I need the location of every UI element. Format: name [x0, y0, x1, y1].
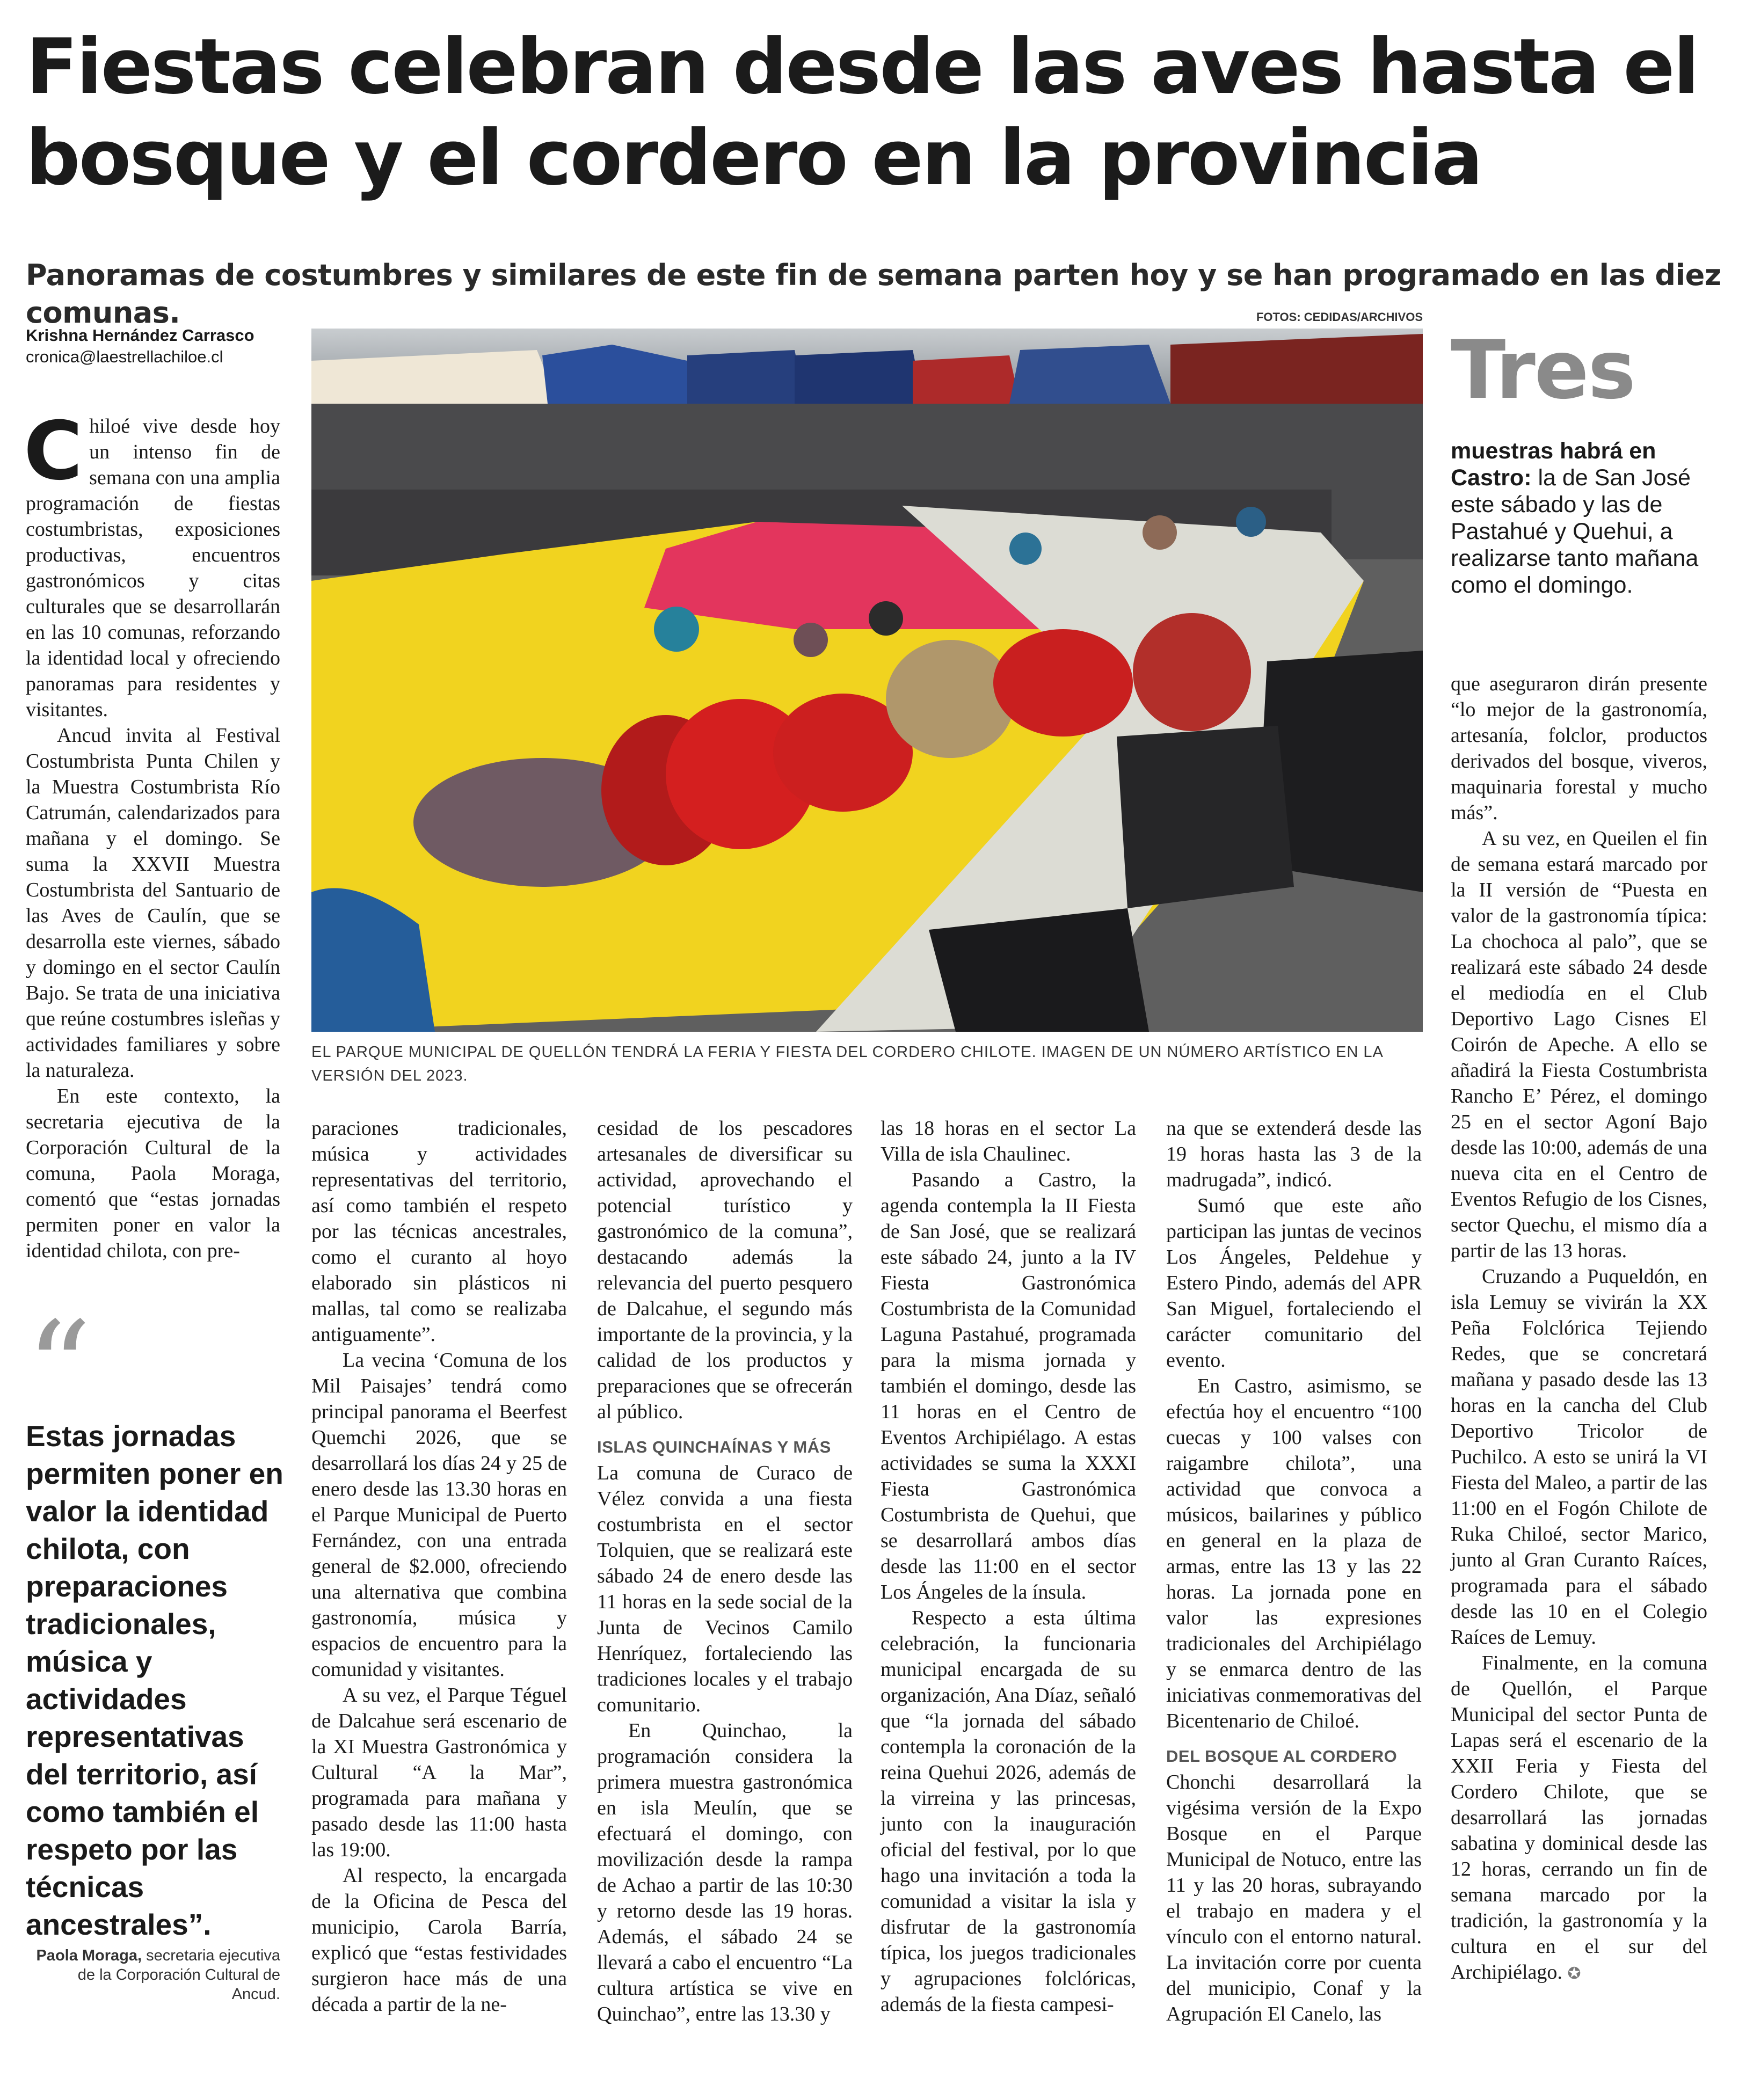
pull-quote: Estas jornadas permiten poner en valor la identidad chilota, con preparaciones tradicionales, música y actividades representativas del territorio, así como también el respeto por las técnicas ancestrales”.	[26, 1419, 283, 1941]
end-mark-icon: ✪	[1567, 1964, 1581, 1983]
paragraph: Sumó que este año participan las juntas de vecinos Los Ángeles, Peldehue y Estero Pindo, además del APR San Miguel, fortaleciendo el carácter comunitario del evento.	[1166, 1194, 1422, 1372]
sidebar-bold: muestras habrá en Castro:	[1451, 438, 1656, 491]
paragraph: paraciones tradicionales, música y actividades representativas del territorio, así como también el respeto por las técnicas ancestrales, como el curanto al hoyo elaborado sin plásticos ni mallas, tal como se realizaba antiguamente”.	[311, 1117, 567, 1346]
quote-mark-icon: “	[26, 1294, 92, 1444]
paragraph: Chonchi desarrollará la vigésima versión de la Expo Bosque en el Parque Municipal de Notuco, entre las 11 y las 20 horas, subrayando el trabajo en madera y el vínculo con el entorno natural. La invitación corre por cuenta del municipio, Conaf y la Agrupación El Canelo, las	[1166, 1771, 1422, 2025]
drop-cap: C	[24, 405, 83, 498]
quote-role: secretaria ejecutiva de la Corporación Cultural de Ancud.	[77, 1947, 280, 2003]
paragraph: Pasando a Castro, la agenda contempla la II Fiesta de San José, que se realizará este sábado 24, junto a la IV Fiesta Gastronómica Costumbrista de la Comunidad Laguna Pastahué, programada para la misma jornada y también el domingo, desde las 11 horas en el Centro de Eventos Archipiélago. A estas actividades se suma la XXXI Fiesta Gastronómica Costumbrista de Quehui, que se desarrollará ambos días desde las 11:00 en el sector Los Ángeles de la ínsula.	[881, 1169, 1136, 1603]
photo-dancers	[311, 329, 1423, 1032]
column-6	[1451, 671, 1707, 1987]
paragraph-text: hiloé vive desde hoy un intenso fin de semana con una amplia programación de fiestas costumbristas, exposiciones productivas, encuentros gastronómicos y citas culturales que se desarrollarán en las 10 comunas, reforzando la identidad local y ofreciendo panoramas para residentes y visitantes.	[26, 415, 280, 721]
column-1	[24, 405, 280, 1264]
paragraph	[1451, 1650, 1707, 1987]
photo-credit: FOTOS: CEDIDAS/ARCHIVOS	[1256, 310, 1423, 324]
byline	[26, 325, 310, 368]
column-4	[881, 1115, 1136, 2017]
photo-illustration	[311, 329, 1423, 1032]
paragraph: En Quinchao, la programación considera la primera muestra gastronómica en isla Meulín, que se efectuará el domingo, con movilización desde la rampa de Achao a partir de las 10:30 y retorno desde las 19 horas. Además, el sábado 24 se llevará a cabo el encuentro “La cultura artística se vive en Quinchao”, entre las 13.30 y	[597, 1719, 853, 2025]
column-2	[311, 1115, 567, 2017]
headline: Fiestas celebran desde las aves hasta el bosque y el cordero en la provincia	[26, 23, 1698, 202]
paragraph-text: Finalmente, en la comuna de Quellón, el Parque Municipal del sector Punta de Lapas será el escenario de la XXII Feria y Fiesta del Cordero Chilote, que se desarrollará las jornadas sabatina y dominical desde las 12 horas, cerrando un fin de semana marcado por la tradición, la gastronomía y la cultura en el sur del Archipiélago.	[1451, 1652, 1707, 1984]
paragraph: Respecto a esta última celebración, la funcionaria municipal encargada de su organización, Ana Díaz, señaló que “la jornada del sábado contempla la coronación de la reina Quehui 2026, además de la virreina y las princesas, junto con la inauguración oficial del festival, por lo que hago una invitación a toda la comunidad a visitar la isla y disfrutar de la gastronomía típica, los juegos tradicionales y agrupaciones folclóricas, además de la fiesta campesi-	[881, 1607, 1136, 2016]
paragraph: na que se extenderá desde las 19 horas hasta las 3 de la madrugada”, indicó.	[1166, 1117, 1422, 1191]
quote-attribution	[32, 1946, 280, 2004]
paragraph: que aseguraron dirán presente “lo mejor de la gastronomía, artesanía, folclor, productos derivados del bosque, viveros, maquinaria forestal y mucho más”.	[1451, 673, 1707, 824]
photo-caption: EL PARQUE MUNICIPAL DE QUELLÓN TENDRÁ LA FERIA Y FIESTA DEL CORDERO CHILOTE. IMAGEN DE UN NÚMERO ARTÍSTICO EN LA VERSIÓN DEL 2023.	[311, 1044, 1383, 1084]
subhead: ISLAS QUINCHAÍNAS Y MÁS	[597, 1438, 831, 1456]
paragraph: las 18 horas en el sector La Villa de isla Chaulinec.	[881, 1117, 1136, 1165]
author-name: Krishna Hernández Carrasco	[26, 326, 254, 345]
author-email[interactable]: cronica@laestrellachiloe.cl	[26, 347, 223, 366]
column-3	[597, 1115, 853, 2027]
paragraph: A su vez, el Parque Téguel de Dalcahue será escenario de la XI Muestra Gastronómica y Cultural “A la Mar”, programada para mañana y pasado desde las 11:00 hasta las 19:00.	[311, 1684, 567, 1861]
column-5	[1166, 1115, 1422, 2027]
paragraph: Cruzando a Puqueldón, en isla Lemuy se vivirán la XX Peña Folclórica Tejiendo Redes, que se concretará mañana y pasado desde las 13 horas en la cancha del Club Deportivo Tricolor de Puchilco. A esto se unirá la VI Fiesta del Maleo, a partir de las 11:00 en el Fogón Chilote de Ruka Chiloé, sector Marico, junto al Gran Curanto Raíces, programada para el sábado desde las 10 en el Colegio Raíces de Lemuy.	[1451, 1265, 1708, 1649]
paragraph: En este contexto, la secretaria ejecutiva de la Corporación Cultural de la comuna, Paola Moraga, comentó que “estas jornadas permiten poner en valor la identidad chilota, con pre-	[26, 1085, 280, 1262]
paragraph: A su vez, en Queilen el fin de semana estará marcado por la II versión de “Puesta en valor de la gastronomía típica: La chochoca al palo”, que se realizará este sábado 24 desde el mediodía en el Club Deportivo Lago Cisnes El Coirón de Apeche. A ello se añadirá la Fiesta Costumbrista Rancho E’ Pérez, el domingo 25 en el sector Agoní Bajo desde las 10:00, además de una nueva cita en el Centro de Eventos Refugio de los Cisnes, sector Quechu, el mismo día a partir de las 13 horas.	[1451, 827, 1707, 1262]
paragraph: Al respecto, la encargada de la Oficina de Pesca del municipio, Carola Barría, explicó que “estas festividades surgieron hace más de una década a partir de la ne-	[311, 1864, 567, 2016]
paragraph: La comuna de Curaco de Vélez convida a una fiesta costumbrista en el sector Tolquien, que se realizará este sábado 24 de enero desde las 11 horas en la sede social de la Junta de Vecinos Camilo Henríquez, fortaleciendo las tradiciones locales y el trabajo comunitario.	[597, 1462, 853, 1716]
paragraph: La vecina ‘Comuna de los Mil Paisajes’ tendrá como principal panorama el Beerfest Quemchi 2026, que se desarrollará los días 24 y 25 de enero desde las 13.30 horas en el Parque Municipal de Puerto Fernández, con una entrada general de $2.000, ofreciendo una alternativa que combina gastronomía, música y espacios de encuentro para la comunidad y visitantes.	[311, 1349, 567, 1681]
quote-author: Paola Moraga,	[36, 1947, 142, 1964]
paragraph: Ancud invita al Festival Costumbrista Punta Chilen y la Muestra Costumbrista Río Catrumán, calendarizados para mañana y el domingo. Se suma la XXVII Muestra Costumbrista del Santuario de las Aves de Caulín, que se desarrolla este viernes, sábado y domingo en el sector Caulín Bajo. Se trata de una iniciativa que reúne costumbres isleñas y actividades familiares y sobre la naturaleza.	[26, 724, 280, 1082]
sidebar-rest: la de San José este sábado y las de Pastahué y Quehui, a realizarse tanto mañana como el domingo.	[1451, 465, 1699, 598]
paragraph	[24, 405, 280, 723]
paragraph: cesidad de los pescadores artesanales de diversificar su actividad, aprovechando el potencial turístico y gastronómico de la comuna”, destacando además la relevancia del puerto pesquero de Dalcahue, el segundo más importante de la provincia, y la calidad de los productos y preparaciones que se ofrecerán al público.	[597, 1117, 853, 1423]
deck: Panoramas de costumbres y similares de este fin de semana parten hoy y se han programado en las diez comunas.	[26, 258, 1721, 330]
sidebar-big-number: Tres	[1451, 324, 1635, 417]
subhead: DEL BOSQUE AL CORDERO	[1166, 1747, 1398, 1766]
sidebar-text	[1451, 438, 1708, 599]
paragraph: En Castro, asimismo, se efectúa hoy el encuentro “100 cuecas y 100 valses con raigambre chilota”, una actividad que convoca a músicos, bailarines y público en general en la plaza de armas, entre las 13 y las 22 horas. La jornada pone en valor las expresiones tradicionales del Archipiélago y se enmarca dentro de las iniciativas conmemorativas del Bicentenario de Chiloé.	[1166, 1375, 1422, 1732]
